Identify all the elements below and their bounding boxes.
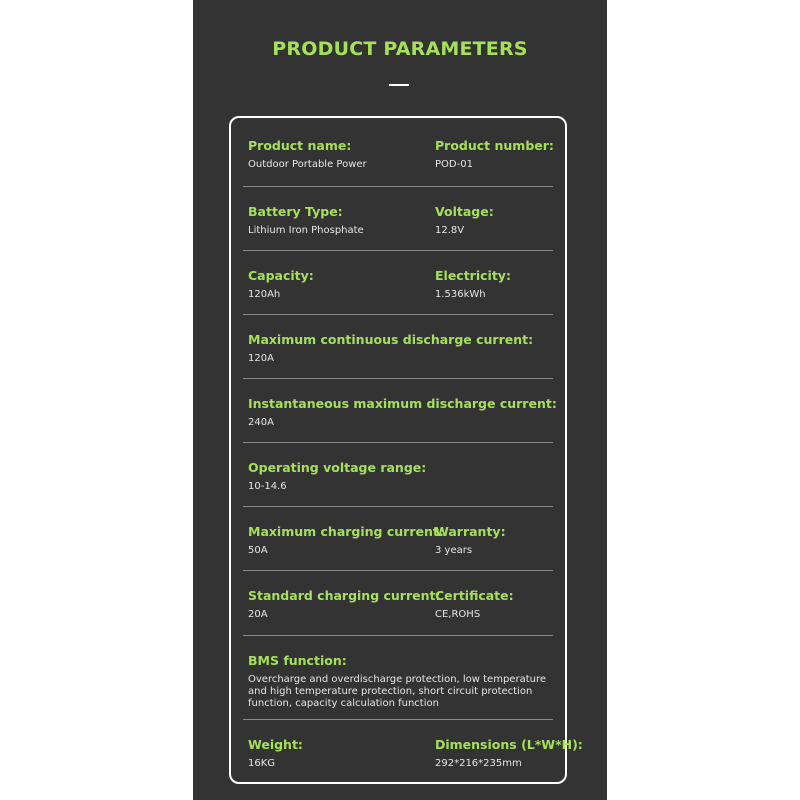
param-value: CE,ROHS — [435, 609, 481, 620]
param-bms-function — [248, 653, 548, 710]
param-label: BMS function: — [248, 653, 347, 668]
param-value: 20A — [248, 609, 268, 620]
param-weight — [248, 737, 303, 770]
param-label: Weight: — [248, 737, 303, 752]
parameters-card — [229, 116, 583, 784]
param-label: Maximum charging current: — [248, 524, 444, 539]
param-max-continuous-discharge — [248, 332, 533, 365]
param-value: 292*216*235mm — [435, 758, 522, 769]
param-label: Standard charging current: — [248, 588, 441, 603]
page-title: PRODUCT PARAMETERS — [272, 38, 528, 60]
row-divider — [243, 719, 553, 720]
param-label: Instantaneous maximum discharge current: — [248, 396, 557, 411]
row-divider — [243, 186, 553, 187]
title-underline — [389, 84, 409, 86]
param-label: Battery Type: — [248, 204, 343, 219]
param-label: Warranty: — [435, 524, 506, 539]
param-dimensions — [435, 737, 583, 770]
row-divider — [243, 635, 553, 636]
param-product-name — [248, 138, 367, 171]
param-value: 3 years — [435, 545, 473, 556]
param-value: 1.536kWh — [435, 289, 486, 300]
param-value: 120A — [248, 353, 274, 364]
param-product-number — [435, 138, 554, 171]
param-value: 10-14.6 — [248, 481, 287, 492]
param-label: Dimensions (L*W*H): — [435, 737, 583, 752]
param-max-charging-current — [248, 524, 444, 557]
param-label: Electricity: — [435, 268, 511, 283]
param-value: 12.8V — [435, 225, 465, 236]
param-label: Product name: — [248, 138, 352, 153]
row-divider — [243, 442, 553, 443]
param-value: POD-01 — [435, 159, 473, 170]
param-label: Operating voltage range: — [248, 460, 427, 475]
param-value: Outdoor Portable Power — [248, 159, 367, 170]
param-value: Overcharge and overdischarge protection, low temperature and high temperature protection, short circuit protection function, capacity calculation function — [248, 674, 546, 709]
param-label: Capacity: — [248, 268, 314, 283]
param-warranty — [435, 524, 506, 557]
param-value: Lithium Iron Phosphate — [248, 225, 364, 236]
param-value: 240A — [248, 417, 274, 428]
param-label: Voltage: — [435, 204, 494, 219]
param-label: Certificate: — [435, 588, 514, 603]
param-value: 120Ah — [248, 289, 281, 300]
param-standard-charging-current — [248, 588, 441, 621]
param-electricity — [435, 268, 511, 301]
row-divider — [243, 378, 553, 379]
row-divider — [243, 506, 553, 507]
param-value: 50A — [248, 545, 268, 556]
param-battery-type — [248, 204, 364, 237]
param-capacity — [248, 268, 314, 301]
param-instant-max-discharge — [248, 396, 557, 429]
param-operating-voltage-range — [248, 460, 426, 493]
row-divider — [243, 570, 553, 571]
product-parameters-panel — [193, 0, 607, 800]
row-divider — [243, 250, 553, 251]
param-label: Product number: — [435, 138, 554, 153]
param-certificate — [435, 588, 514, 621]
param-value: 16KG — [248, 758, 276, 769]
param-voltage — [435, 204, 494, 237]
row-divider — [243, 314, 553, 315]
param-label: Maximum continuous discharge current: — [248, 332, 534, 347]
